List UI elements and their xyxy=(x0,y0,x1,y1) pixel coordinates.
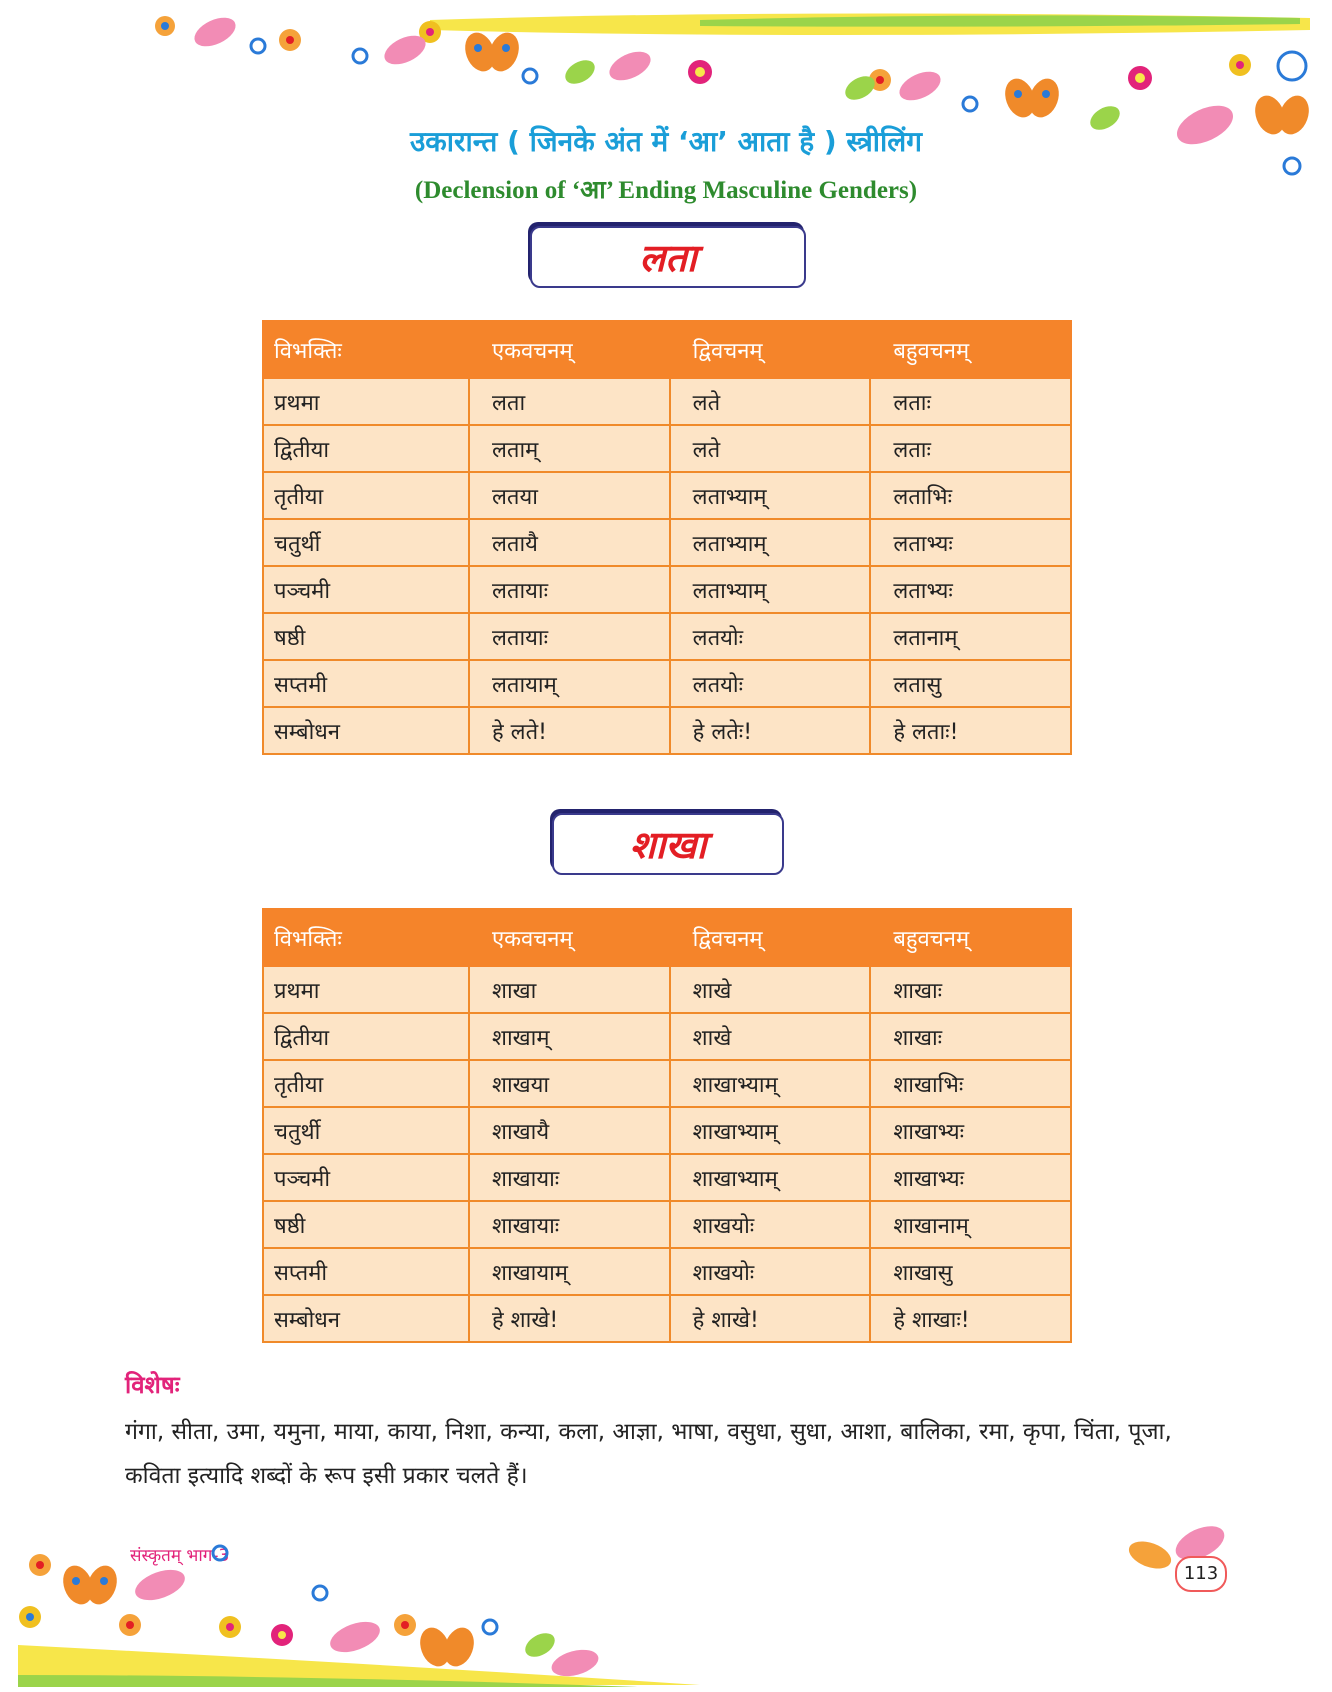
case-cell: षष्ठी xyxy=(263,613,469,660)
table-cell: लता xyxy=(469,378,670,425)
table-row xyxy=(263,660,1071,707)
table-cell: शाखानाम् xyxy=(870,1201,1071,1248)
table-cell: लतया xyxy=(469,472,670,519)
case-cell: पञ्चमी xyxy=(263,1154,469,1201)
title-english: (Declension of ‘आ’ Ending Masculine Genders) xyxy=(414,177,918,204)
table-cell: लताभ्याम् xyxy=(670,472,871,519)
case-cell: द्वितीया xyxy=(263,1013,469,1060)
table-row xyxy=(263,966,1071,1013)
table-cell: लतानाम् xyxy=(870,613,1071,660)
title-hindi: उकारान्त ( जिनके अंत में ‘आ’ आता है ) स्त्रीलिंग xyxy=(409,125,923,158)
butterfly-icon xyxy=(58,1561,122,1608)
note-text: गंगा, सीता, उमा, यमुना, माया, काया, निशा, कन्या, कला, आज्ञा, भाषा, वसुधा, सुधा, आशा, बालिका, रमा, कृपा, चिंता, पूजा, कविता इत्यादि शब्दों के रूप इसी प्रकार चलते हैं। xyxy=(125,1419,1172,1489)
table-cell: लतयोः xyxy=(670,613,871,660)
word-heading-2: शाखा xyxy=(552,813,784,875)
footer-book-title: संस्कृतम् भाग-3 xyxy=(130,1546,230,1566)
table-cell: शाखाभ्याम् xyxy=(670,1154,871,1201)
table-row xyxy=(263,1013,1071,1060)
case-cell: प्रथमा xyxy=(263,378,469,425)
table-cell: लते xyxy=(670,378,871,425)
table-cell: लताम् xyxy=(469,425,670,472)
table-cell: शाखाम् xyxy=(469,1013,670,1060)
case-cell: सप्तमी xyxy=(263,1248,469,1295)
butterfly-icon xyxy=(460,28,524,75)
table-cell: हे लतेः! xyxy=(670,707,871,754)
table-cell: लताभ्याम् xyxy=(670,566,871,613)
table-cell: लताभ्यः xyxy=(870,519,1071,566)
case-cell: सम्बोधन xyxy=(263,1295,469,1342)
table-cell: शाखे xyxy=(670,1013,871,1060)
table-cell: हे लते! xyxy=(469,707,670,754)
table-row xyxy=(263,1154,1071,1201)
table-cell: लताः xyxy=(870,378,1071,425)
table-cell: शाखाभ्यः xyxy=(870,1154,1071,1201)
table-cell: लते xyxy=(670,425,871,472)
leaf-icon xyxy=(521,1628,559,1661)
table-row xyxy=(263,1107,1071,1154)
note-title: विशेषः xyxy=(125,1371,180,1399)
case-cell: षष्ठी xyxy=(263,1201,469,1248)
table-cell: लतायाः xyxy=(469,566,670,613)
column-header: बहुवचनम् xyxy=(870,909,1071,966)
table-cell: हे लताः! xyxy=(870,707,1071,754)
declension-table-2 xyxy=(262,908,1072,1343)
table-header-row xyxy=(263,321,1071,378)
table-cell: शाखायाः xyxy=(469,1201,670,1248)
column-header: द्विवचनम् xyxy=(670,321,871,378)
table-cell: शाखया xyxy=(469,1060,670,1107)
table-cell: लतायाः xyxy=(469,613,670,660)
table-cell: लतयोः xyxy=(670,660,871,707)
table-cell: हे शाखे! xyxy=(469,1295,670,1342)
table-cell: लताभ्याम् xyxy=(670,519,871,566)
table-cell: शाखयोः xyxy=(670,1201,871,1248)
butterfly-icon xyxy=(415,1623,479,1670)
table-cell: शाखाः xyxy=(870,1013,1071,1060)
bottom-floral-border xyxy=(0,1525,1332,1692)
column-header: बहुवचनम् xyxy=(870,321,1071,378)
table-cell: हे शाखाः! xyxy=(870,1295,1071,1342)
case-cell: चतुर्थी xyxy=(263,1107,469,1154)
table-cell: लताः xyxy=(870,425,1071,472)
case-cell: सप्तमी xyxy=(263,660,469,707)
swirl-icon xyxy=(213,1546,497,1634)
table-cell: लताभ्यः xyxy=(870,566,1071,613)
table-cell: हे शाखे! xyxy=(670,1295,871,1342)
table-cell: लताभिः xyxy=(870,472,1071,519)
case-cell: द्वितीया xyxy=(263,425,469,472)
table-row xyxy=(263,472,1071,519)
table-cell: लतायै xyxy=(469,519,670,566)
column-header: एकवचनम् xyxy=(469,321,670,378)
table-cell: शाखायाम् xyxy=(469,1248,670,1295)
table-cell: शाखाभ्याम् xyxy=(670,1107,871,1154)
table-cell: शाखाः xyxy=(870,966,1071,1013)
table-header-row xyxy=(263,909,1071,966)
case-cell: प्रथमा xyxy=(263,966,469,1013)
table-cell: शाखयोः xyxy=(670,1248,871,1295)
table-row xyxy=(263,1295,1071,1342)
table-row xyxy=(263,378,1071,425)
table-row xyxy=(263,1201,1071,1248)
case-cell: तृतीया xyxy=(263,1060,469,1107)
case-cell: सम्बोधन xyxy=(263,707,469,754)
top-floral-border xyxy=(0,0,1332,200)
table-row xyxy=(263,519,1071,566)
petal-decoration xyxy=(131,1525,1229,1681)
column-header: विभक्तिः xyxy=(263,321,469,378)
table-row xyxy=(263,1248,1071,1295)
table-cell: शाखायै xyxy=(469,1107,670,1154)
table-row xyxy=(263,613,1071,660)
table-cell: शाखाभ्याम् xyxy=(670,1060,871,1107)
table-cell: शाखायाः xyxy=(469,1154,670,1201)
table-row xyxy=(263,425,1071,472)
table-cell: लतायाम् xyxy=(469,660,670,707)
table-row xyxy=(263,566,1071,613)
column-header: एकवचनम् xyxy=(469,909,670,966)
column-header: द्विवचनम् xyxy=(670,909,871,966)
word-heading-1: लता xyxy=(530,226,806,288)
page-number: 113 xyxy=(1175,1556,1227,1592)
table-cell: शाखाभ्यः xyxy=(870,1107,1071,1154)
table-cell: शाखासु xyxy=(870,1248,1071,1295)
table-cell: शाखाभिः xyxy=(870,1060,1071,1107)
table-row xyxy=(263,1060,1071,1107)
case-cell: पञ्चमी xyxy=(263,566,469,613)
declension-table-1 xyxy=(262,320,1072,755)
butterfly-icon xyxy=(1000,74,1064,121)
table-cell: लतासु xyxy=(870,660,1071,707)
table-cell: शाखे xyxy=(670,966,871,1013)
case-cell: तृतीया xyxy=(263,472,469,519)
table-cell: शाखा xyxy=(469,966,670,1013)
column-header: विभक्तिः xyxy=(263,909,469,966)
table-row xyxy=(263,707,1071,754)
case-cell: चतुर्थी xyxy=(263,519,469,566)
